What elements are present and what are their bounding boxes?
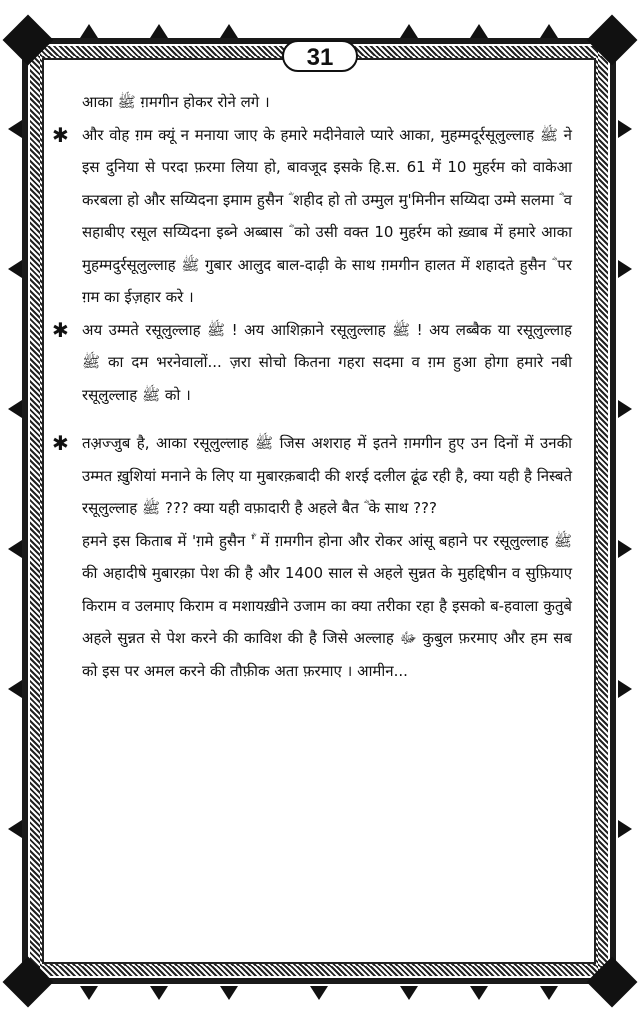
border-spike [540, 986, 558, 1000]
page-number: 31 [282, 40, 358, 72]
paragraph-text: आका ﷺ ग़मगीन होकर रोने लगे । [82, 93, 270, 111]
border-spike [150, 986, 168, 1000]
border-spike [618, 260, 632, 278]
border-spike [8, 400, 22, 418]
paragraph-text: और वोह ग़म क्यूं न मनाया जाए के हमारे मदीनेवाले प्यारे आका, मुहम्मदूर्रसूलुल्लाह ﷺ ने इस दुनिया से परदा फ़रमा लिया हो, बावजूद इसके हि.स. 61 में 10 मुहर्रम को वाकेआ करबला हो और सय्यिदना इमाम हुसैन ؓ शहीद हो तो उम्मुल मु'मिनीन सय्यिदा उम्मे सलमा ؓ व सहाबीए रसूल सय्यिदना इब्ने अब्बास ؓ को उसी वक्त 10 मुहर्रम को ख़्वाब में हमारे आका मुहम्मदुर्रसूलुल्लाह ﷺ गुबार आलुद बाल-दाढ़ी के साथ ग़मगीन हालत में शहादते हुसैन ؓ पर ग़म का ईज़हार करे । [82, 125, 572, 306]
border-spike [80, 24, 98, 38]
bullet-paragraph-1 [52, 119, 572, 314]
paragraph-text: तअ़ज्जुब है, आका रसूलुल्लाह ﷺ जिस अशराह में इतने ग़मगीन हुए उन दिनों में उनकी उम्मत ख़ुशियां मनाने के लिए या मुबारक़बादी की शरई दलील ढूंढ रही है, क्या यही है निस्बते रसूलुल्लाह ﷺ ??? क्या यही वफ़ादारी है अहले बैत ؓ के साथ ??? [82, 434, 572, 517]
paragraph-continuation [82, 86, 572, 119]
asterisk-bullet-icon: ✱ [52, 431, 69, 455]
border-spike [8, 120, 22, 138]
border-spike [470, 24, 488, 38]
border-spike [618, 820, 632, 838]
border-spike [310, 986, 328, 1000]
border-spike [150, 24, 168, 38]
border-spike [618, 680, 632, 698]
border-spike [8, 260, 22, 278]
border-spike [8, 540, 22, 558]
closing-paragraph [82, 525, 572, 688]
border-spike [8, 820, 22, 838]
paragraph-text: अय उम्मते रसूलुल्लाह ﷺ ! अय आशिक़ाने रसूलुल्लाह ﷺ ! अय लब्बैक या रसूलुल्लाह ﷺ का दम भरनेवालों... ज़रा सोचो कितना गहरा सदमा व ग़म हुआ होगा हमारे नबी रसूलुल्लाह ﷺ को । [82, 320, 572, 404]
border-spike [400, 24, 418, 38]
bullet-paragraph-2 [52, 314, 572, 412]
border-spike [80, 986, 98, 1000]
border-spike [8, 680, 22, 698]
border-spike [618, 120, 632, 138]
border-spike [220, 986, 238, 1000]
page-content [52, 86, 572, 687]
paragraph-text: हमने इस किताब में 'ग़मे हुसैन ؓ' में ग़मगीन होना और रोकर आंसू बहाने पर रसूलुल्लाह ﷺ की अहादीषे मुबारक़ा पेश की है और 1400 साल से अहले सुन्नत के मुहद्दिषीन व सुफ़ियाए किराम व उलमाए किराम व मशायख़ीने उजाम का क्या तरीका रहा है इसको ब-हवाला कुतुबे अहले सुन्नत से पेश करने की काविश की है जिसे अल्लाह ﷻ कुबुल फ़रमाए और हम सब को इस पर अमल करने की तौफ़ीक अता फ़रमाए । आमीन... [82, 531, 572, 680]
asterisk-bullet-icon: ✱ [52, 317, 69, 342]
border-spike [618, 540, 632, 558]
border-spike [220, 24, 238, 38]
asterisk-bullet-icon: ✱ [52, 122, 69, 147]
bullet-paragraph-3 [52, 427, 572, 525]
border-spike [618, 400, 632, 418]
border-spike [400, 986, 418, 1000]
border-spike [470, 986, 488, 1000]
border-spike [540, 24, 558, 38]
